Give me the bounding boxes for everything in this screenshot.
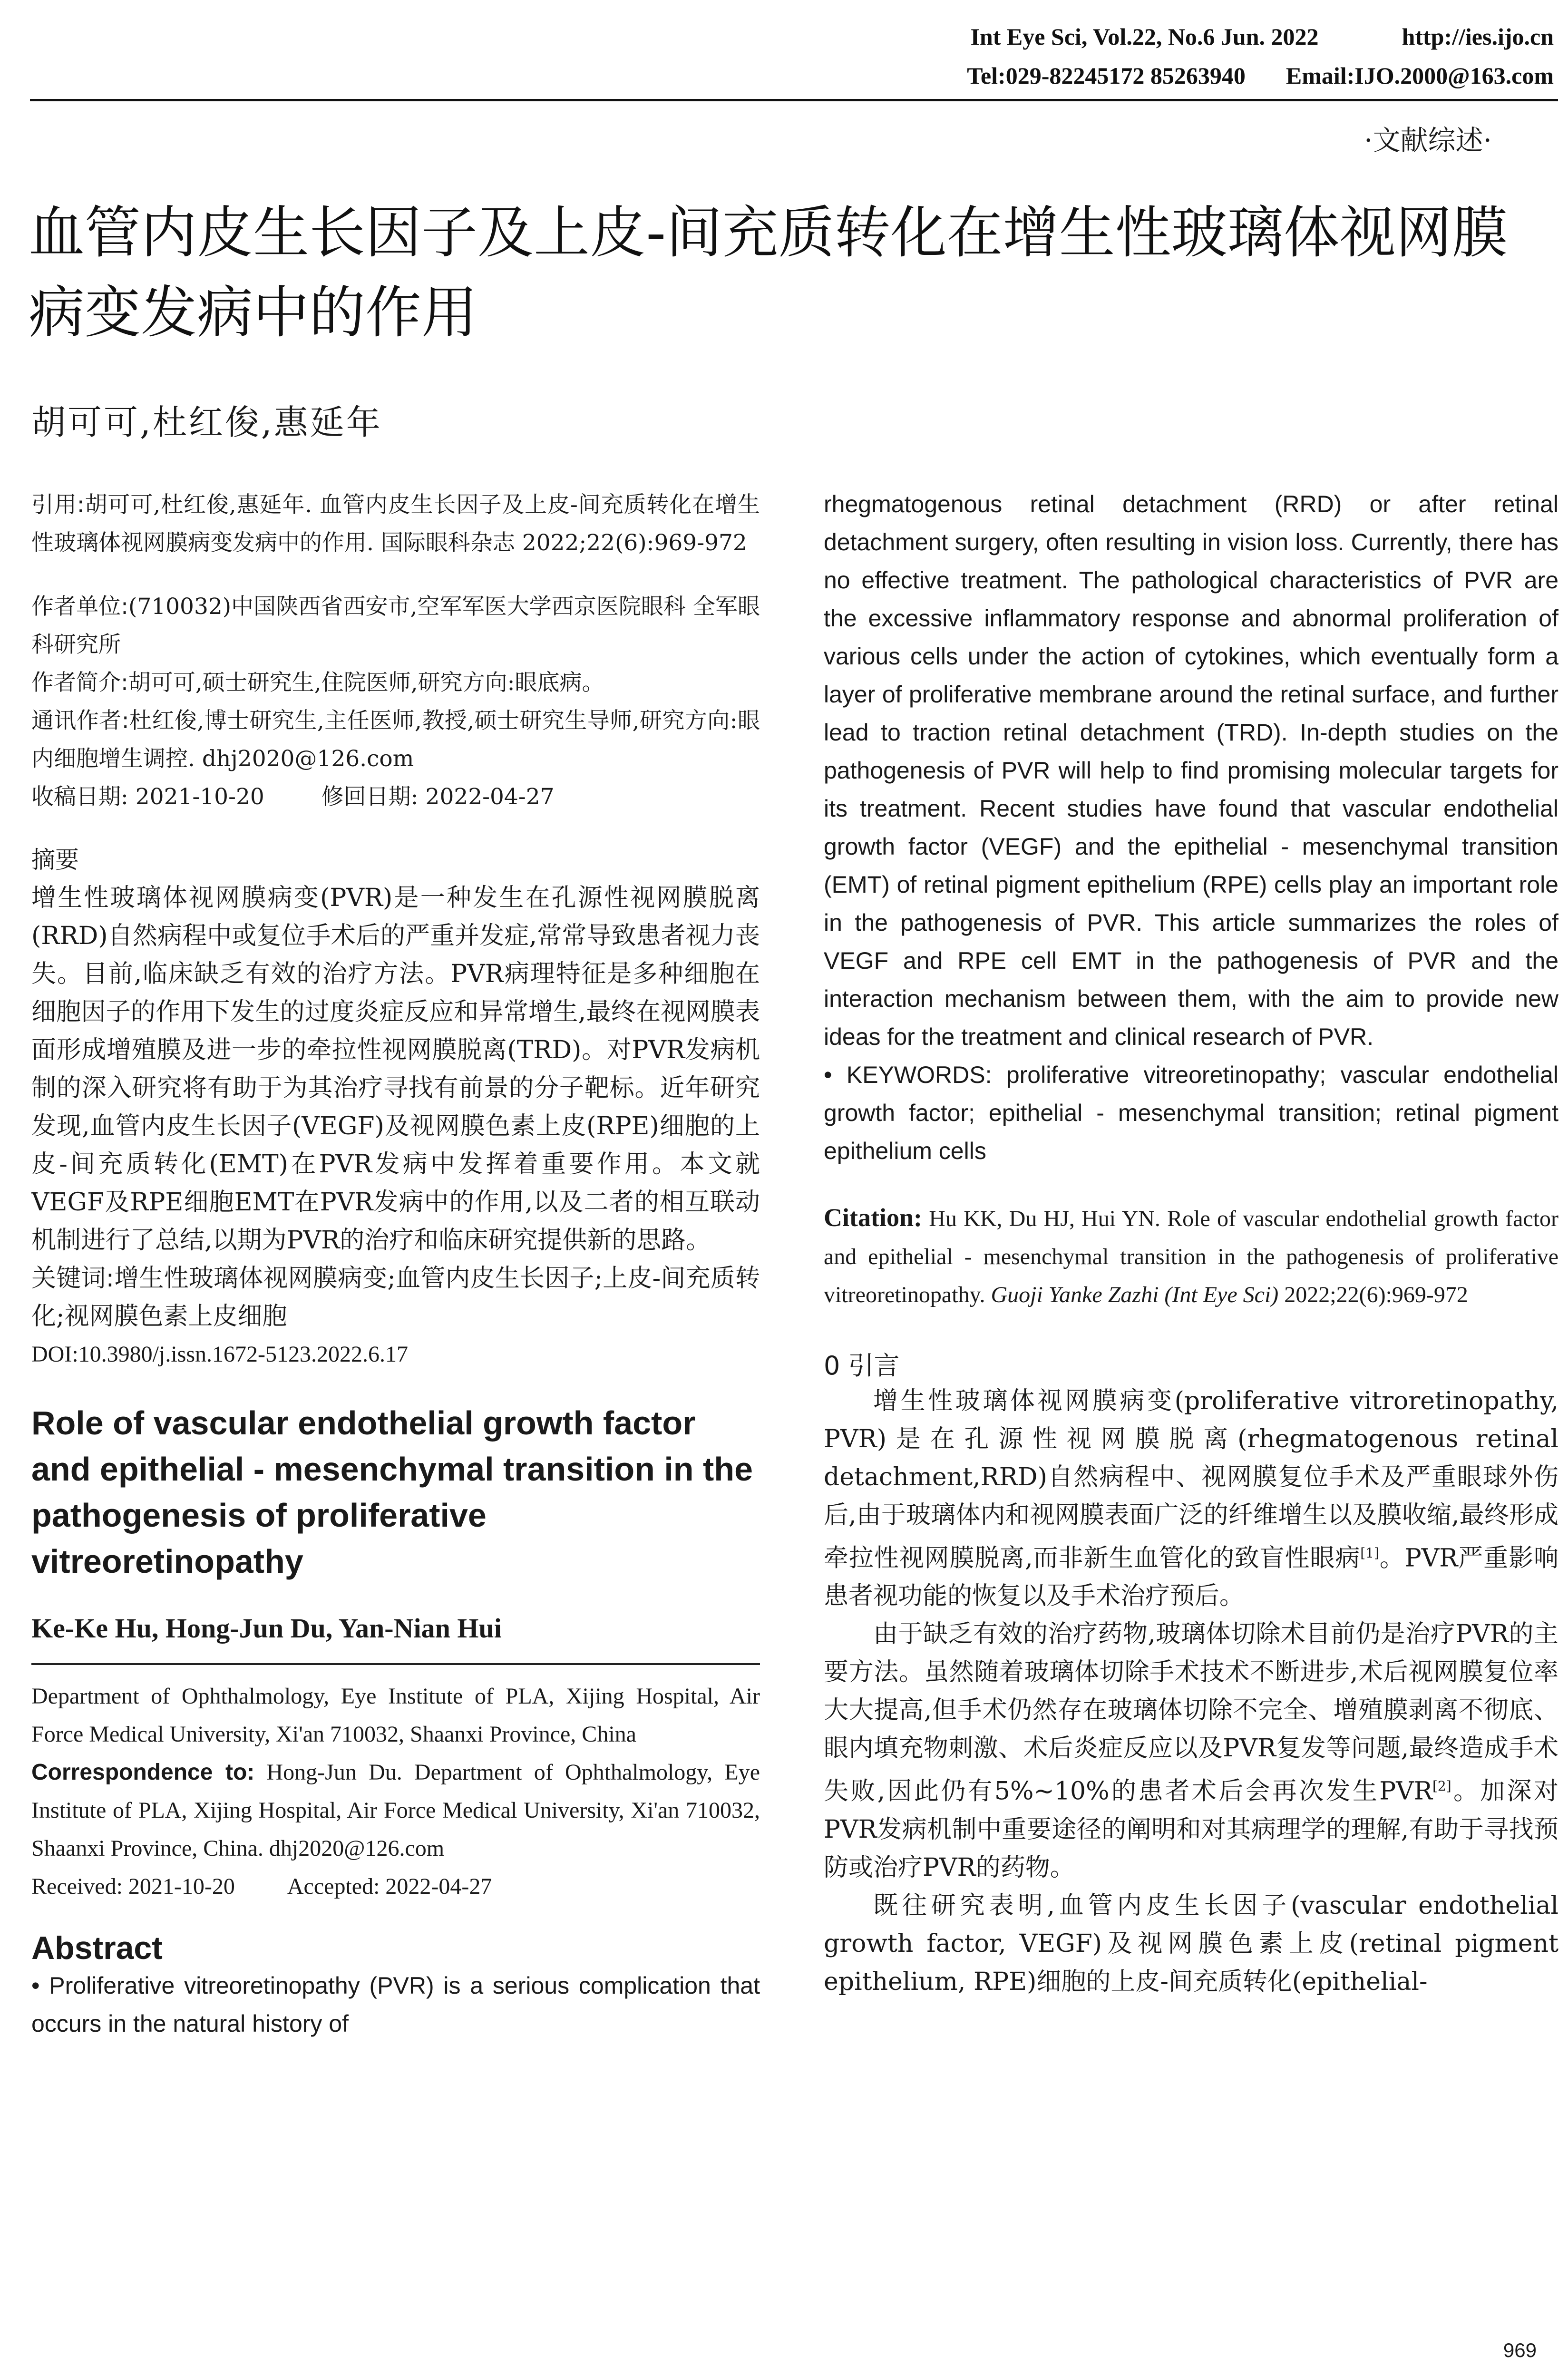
english-citation-label: Citation:	[824, 1203, 922, 1232]
header-rule	[30, 99, 1558, 101]
english-dates	[31, 1868, 760, 1906]
english-abstract-start: • Proliferative vitreoretinopathy (PVR) is a serious complication that occurs in the natural history of	[31, 1972, 760, 2037]
intro-paragraph-3: 既往研究表明,血管内皮生长因子(vascular endothelial growth factor, VEGF)及视网膜色素上皮(retinal pigment epithelium, RPE)细胞的上皮-间充质转化(epithelial-	[824, 1891, 1558, 1996]
affiliation-block	[31, 588, 760, 664]
journal-tel: Tel:029-82245172 85263940	[967, 62, 1246, 89]
english-keywords: • KEYWORDS: proliferative vitreoretinopathy; vascular endothelial growth factor; epithelial - mesenchymal transition; retinal pigment epithelium cells	[824, 1062, 1558, 1164]
right-column	[824, 485, 1558, 2330]
citation-block	[31, 486, 760, 562]
english-citation-text-a: Hu KK, Du HJ, Hui YN. Role of vascular endothelial growth factor and epithelial - mesenchymal transition in the pathogenesis of proliferative vitreoretinopathy.	[824, 1206, 1558, 1307]
english-authors: Ke-Ke Hu, Hong-Jun Du, Yan-Nian Hui	[31, 1613, 502, 1644]
english-accepted: Accepted: 2022-04-27	[287, 1874, 492, 1899]
journal-url[interactable]: http://ies.ijo.cn	[1402, 23, 1554, 50]
bio-label: 作者简介:	[31, 670, 128, 696]
keywords-label-cn: 关键词:	[31, 1264, 115, 1293]
keywords-text-cn: 增生性玻璃体视网膜病变;血管内皮生长因子;上皮-间充质转化;视网膜色素上皮细胞	[31, 1264, 760, 1331]
intro-p1-text-a: 增生性玻璃体视网膜病变(proliferative vitroretinopathy, PVR)是在孔源性视网膜脱离(rhegmatogenous retinal detachment,RRD)自然病程中、视网膜复位手术及严重眼球外伤后,由于玻璃体内和视网膜表面广泛的纤维增生以及膜收缩,最终形成牵拉性视网膜脱离,而非新生血管化的致盲性眼病	[824, 1387, 1558, 1573]
affiliation-text: (710032)中国陕西省西安市,空军军医大学西京医院眼科 全军眼科研究所	[31, 594, 760, 658]
english-affiliation: Department of Ophthalmology, Eye Institute of PLA, Xijing Hospital, Air Force Medical University, Xi'an 710032, Shaanxi Province, China	[31, 1684, 760, 1747]
author-list: 胡可可,杜红俊,惠延年	[31, 402, 382, 442]
reference-2[interactable]: [2]	[1432, 1778, 1451, 1794]
english-correspondence	[31, 1754, 760, 1868]
intro-p1-text-b: 。PVR严重影响患者视功能的恢复以及手术治疗预后。	[824, 1544, 1558, 1611]
page-title: 血管内皮生长因子及上皮-间充质转化在增生性玻璃体视网膜病变发病中的作用	[29, 200, 1508, 345]
english-received: Received: 2021-10-20	[31, 1874, 235, 1899]
keywords-block-cn	[31, 1259, 760, 1335]
intro-paragraph-1	[824, 1382, 1558, 1615]
dates-block	[31, 778, 760, 816]
intro-paragraph-2	[824, 1615, 1558, 1886]
revised-date: 修回日期: 2022-04-27	[321, 784, 555, 810]
received-date: 收稿日期: 2021-10-20	[31, 784, 264, 810]
intro-p2-text-a: 由于缺乏有效的治疗药物,玻璃体切除术目前仍是治疗PVR的主要方法。虽然随着玻璃体切除手术技术不断进步,术后视网膜复位率大大提高,但手术仍然存在玻璃体切除不完全、增殖膜剥离不彻底、眼内填充物刺激、术后炎症反应以及PVR复发等问题,最终造成手术失败,因此仍有5%~10%的患者术后会再次发生PVR	[824, 1620, 1558, 1806]
english-title: Role of vascular endothelial growth factor and epithelial - mesenchymal transition in the pathogenesis of proliferative vitreoretinopathy	[31, 1404, 753, 1580]
citation-text: 胡可可,杜红俊,惠延年. 血管内皮生长因子及上皮-间充质转化在增生性玻璃体视网膜病变发病中的作用. 国际眼科杂志 2022;22(6):969-972	[31, 492, 760, 556]
english-citation-journal: Guoji Yanke Zazhi (Int Eye Sci)	[991, 1282, 1279, 1307]
bio-text: 胡可可,硕士研究生,住院医师,研究方向:眼底病。	[128, 670, 604, 696]
doi[interactable]: DOI:10.3980/j.issn.1672-5123.2022.6.17	[31, 1342, 408, 1367]
corresponding-text: 杜红俊,博士研究生,主任医师,教授,硕士研究生导师,研究方向:眼内细胞增生调控. dhj2020@126.com	[31, 708, 760, 772]
english-abstract-continued: rhegmatogenous retinal detachment (RRD) or after retinal detachment surgery, often resulting in vision loss. Currently, there has no effective treatment. The pathological characteristics of PVR are the excessive inflammatory response and abnormal proliferation of various cells under the action of cytokines, which eventually form a layer of proliferative membrane around the retinal surface, and further lead to traction retinal detachment (TRD). In-depth studies on the pathogenesis of PVR will help to find promising molecular targets for its treatment. Recent studies have found that vascular endothelial growth factor (VEGF) and the epithelial - mesenchymal transition (EMT) of retinal pigment epithelium (RPE) cells play an important role in the pathogenesis of PVR. This article summarizes the roles of VEGF and RPE cell EMT in the pathogenesis of PVR and the interaction mechanism between them, with the aim to provide new ideas for the treatment and clinical research of PVR.	[824, 491, 1558, 1050]
left-column	[31, 486, 760, 2331]
citation-label: 引用:	[31, 492, 85, 518]
corresponding-block	[31, 702, 760, 778]
corresponding-label: 通讯作者:	[31, 708, 129, 734]
running-header-line2	[967, 62, 1554, 89]
affiliation-label: 作者单位:	[31, 594, 128, 620]
reference-1[interactable]: [1]	[1360, 1545, 1379, 1561]
english-citation-text-b: 2022;22(6):969-972	[1284, 1282, 1468, 1307]
english-correspondence-label: Correspondence to:	[31, 1760, 255, 1785]
english-correspondence-text: Hong-Jun Du. Department of Ophthalmology, Eye Institute of PLA, Xijing Hospital, Air Force Medical University, Xi'an 710032, Shaanxi Province, China. dhj2020@126.com	[31, 1760, 760, 1861]
running-header-line1	[970, 23, 1554, 50]
journal-info: Int Eye Sci, Vol.22, No.6 Jun. 2022	[970, 23, 1319, 50]
english-citation	[824, 1198, 1558, 1314]
section-tag: ·文献综述·	[1364, 124, 1492, 156]
english-abstract-heading: Abstract	[31, 1930, 163, 1966]
intro-p2-text-b: 。加深对PVR发病机制中重要途径的阐明和对其病理学的理解,有助于寻找预防或治疗PVR的药物。	[824, 1777, 1558, 1882]
abstract-text-cn: 增生性玻璃体视网膜病变(PVR)是一种发生在孔源性视网膜脱离(RRD)自然病程中或复位手术后的严重并发症,常常导致患者视力丧失。目前,临床缺乏有效的治疗方法。PVR病理特征是多种细胞在细胞因子的作用下发生的过度炎症反应和异常增生,最终在视网膜表面形成增殖膜及进一步的牵拉性视网膜脱离(TRD)。对PVR发病机制的深入研究将有助于为其治疗寻找有前景的分子靶标。近年研究发现,血管内皮生长因子(VEGF)及视网膜色素上皮(RPE)细胞的上皮-间充质转化(EMT)在PVR发病中发挥着重要作用。本文就VEGF及RPE细胞EMT在PVR发病中的作用,以及二者的相互联动机制进行了总结,以期为PVR的治疗和临床研究提供新的思路。	[31, 884, 760, 1255]
journal-email[interactable]: Email:IJO.2000@163.com	[1286, 62, 1554, 89]
page-number: 969	[1503, 2339, 1537, 2361]
abstract-heading-cn: 摘要	[31, 846, 79, 874]
introduction-heading: 0 引言	[824, 1351, 900, 1381]
bio-block	[31, 664, 760, 702]
